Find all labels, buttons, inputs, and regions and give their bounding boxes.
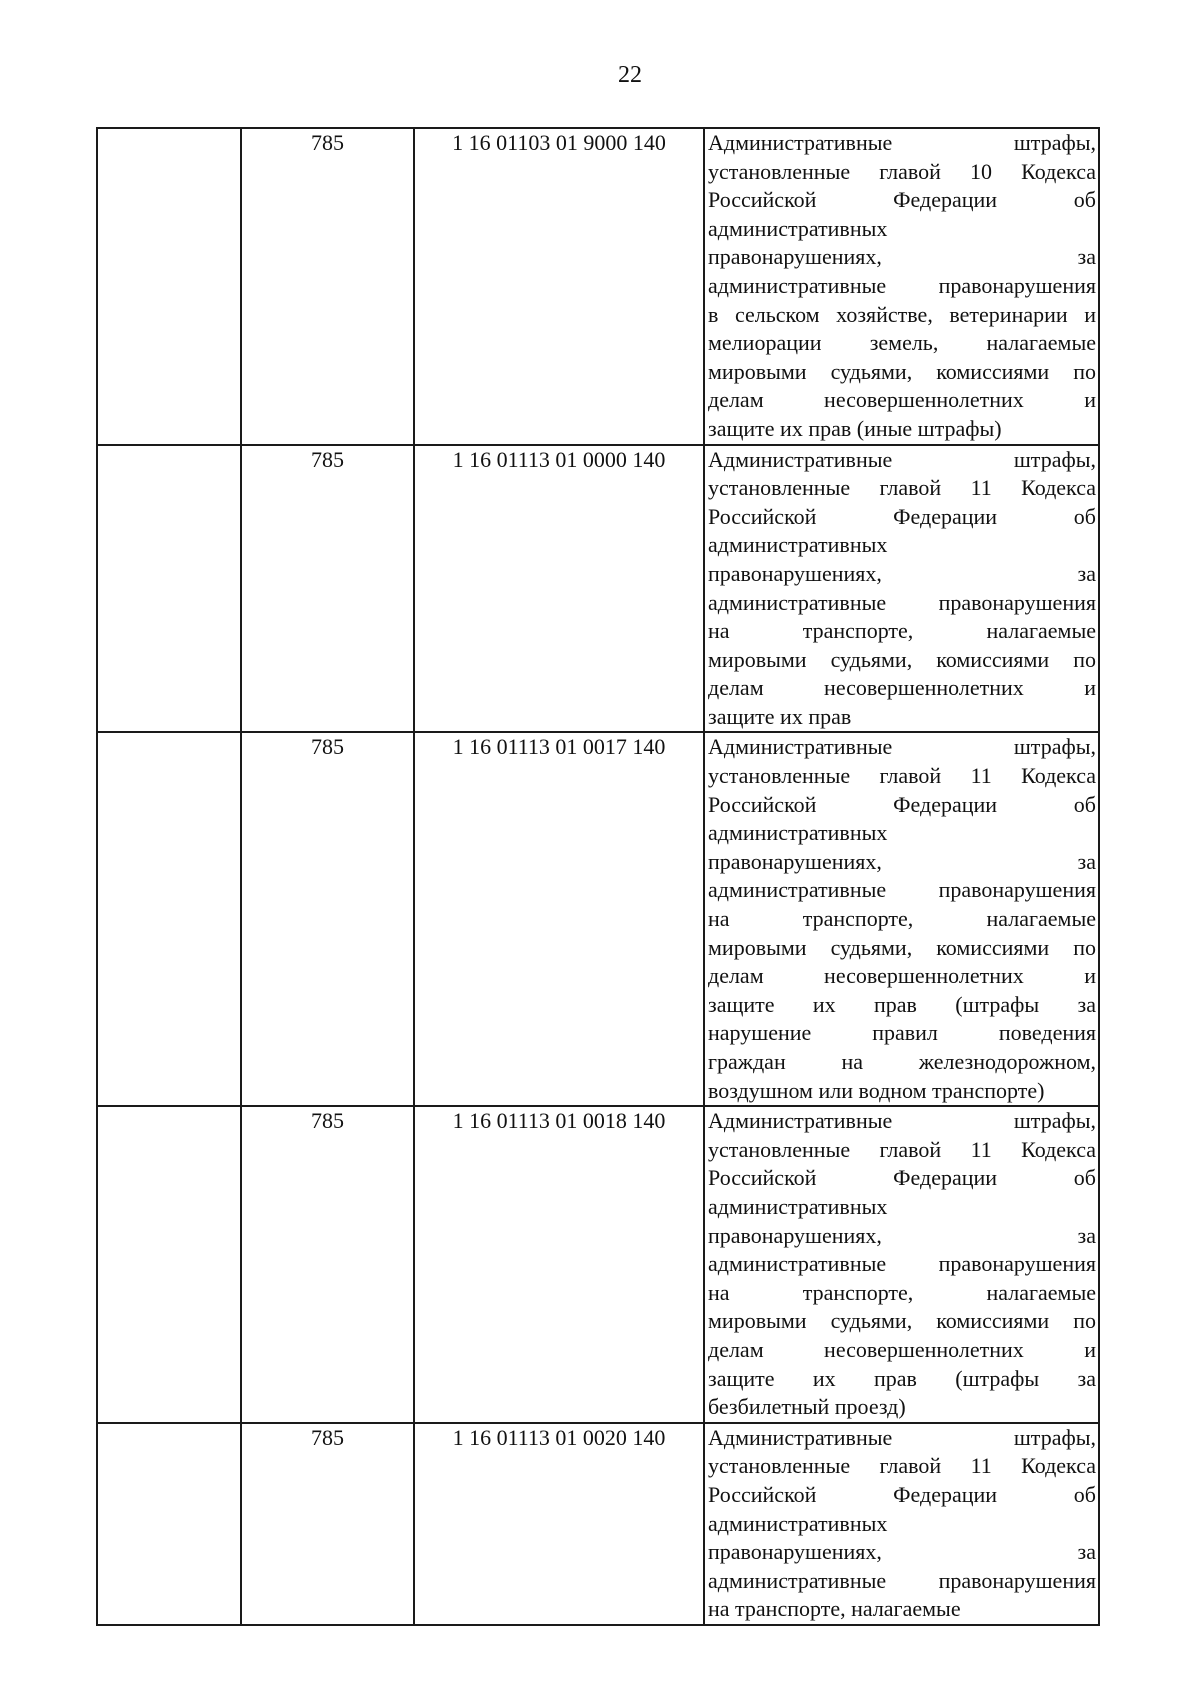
admin-code-cell: 785 <box>241 1106 414 1423</box>
kbk-code-cell: 1 16 01113 01 0018 140 <box>414 1106 704 1423</box>
admin-code-cell: 785 <box>241 445 414 733</box>
description-line: делам несовершеннолетних и <box>708 1336 1096 1362</box>
description-line: Российской Федерации об <box>708 1481 1096 1507</box>
description-line: воздушном или водном транспорте) <box>708 1077 1045 1103</box>
empty-cell <box>97 128 241 445</box>
description-line: защите их прав <box>708 703 852 729</box>
description-line: на транспорте, налагаемые <box>708 1596 961 1622</box>
description-line: безбилетный проезд) <box>708 1394 906 1420</box>
description-line: правонарушениях, за <box>708 848 1096 874</box>
description-line: правонарушениях, за <box>708 560 1096 586</box>
table-row <box>97 1106 1099 1423</box>
kbk-code-cell: 1 16 01103 01 9000 140 <box>414 128 704 445</box>
description-line: мировыми судьями, комиссиями по <box>708 646 1096 672</box>
description-line: Административные штрафы, <box>708 446 1096 472</box>
description-line: на транспорте, налагаемые <box>708 618 1096 644</box>
description-line: делам несовершеннолетних и <box>708 387 1096 413</box>
description-line: мировыми судьями, комиссиями по <box>708 358 1096 384</box>
description-line: правонарушениях, за <box>708 244 1096 270</box>
kbk-code-cell: 1 16 01113 01 0020 140 <box>414 1423 704 1625</box>
description-line: административных <box>708 1193 888 1219</box>
description-cell <box>704 1423 1099 1625</box>
empty-cell <box>97 732 241 1106</box>
kbk-code-cell: 1 16 01113 01 0017 140 <box>414 732 704 1106</box>
description-line: на транспорте, налагаемые <box>708 1279 1096 1305</box>
description-line: административных <box>708 820 888 846</box>
description-line: административных <box>708 215 888 241</box>
description-line: Административные штрафы, <box>708 734 1096 760</box>
description-line: делам несовершеннолетних и <box>708 675 1096 701</box>
description-line: установленные главой 10 Кодекса <box>708 158 1096 184</box>
description-line: Административные штрафы, <box>708 130 1096 155</box>
empty-cell <box>97 445 241 733</box>
description-line: защите их прав (штрафы за <box>708 1365 1096 1391</box>
description-line: установленные главой 11 Кодекса <box>708 1136 1096 1162</box>
admin-code-cell: 785 <box>241 1423 414 1625</box>
description-line: правонарушениях, за <box>708 1539 1096 1565</box>
description-cell <box>704 445 1099 733</box>
description-line: административные правонарушения <box>708 589 1096 615</box>
description-line: защите их прав (иные штрафы) <box>708 415 1002 441</box>
description-line: установленные главой 11 Кодекса <box>708 475 1096 501</box>
table-body <box>97 128 1099 1625</box>
description-line: мелиорации земель, налагаемые <box>708 330 1096 356</box>
admin-code-cell: 785 <box>241 732 414 1106</box>
budget-classification-table <box>96 127 1100 1626</box>
description-line: установленные главой 11 Кодекса <box>708 1453 1096 1479</box>
admin-code-cell: 785 <box>241 128 414 445</box>
description-cell <box>704 732 1099 1106</box>
kbk-code-cell: 1 16 01113 01 0000 140 <box>414 445 704 733</box>
description-line: Российской Федерации об <box>708 1165 1096 1191</box>
table-row <box>97 128 1099 445</box>
description-line: нарушение правил поведения <box>708 1020 1096 1046</box>
description-line: административные правонарушения <box>708 272 1096 298</box>
description-line: правонарушениях, за <box>708 1222 1096 1248</box>
description-line: в сельском хозяйстве, ветеринарии и <box>708 301 1096 327</box>
page-number: 22 <box>618 62 642 88</box>
description-cell <box>704 1106 1099 1423</box>
table-row <box>97 445 1099 733</box>
description-line: административные правонарушения <box>708 877 1096 903</box>
description-line: Российской Федерации об <box>708 187 1096 213</box>
empty-cell <box>97 1106 241 1423</box>
description-cell <box>704 128 1099 445</box>
description-line: административные правонарушения <box>708 1251 1096 1277</box>
description-line: Российской Федерации об <box>708 791 1096 817</box>
description-line: делам несовершеннолетних и <box>708 963 1096 989</box>
description-line: Административные штрафы, <box>708 1424 1096 1450</box>
description-line: мировыми судьями, комиссиями по <box>708 1308 1096 1334</box>
table-row <box>97 732 1099 1106</box>
description-line: мировыми судьями, комиссиями по <box>708 934 1096 960</box>
description-line: Российской Федерации об <box>708 503 1096 529</box>
description-line: административных <box>708 1510 888 1536</box>
description-line: граждан на железнодорожном, <box>708 1049 1096 1074</box>
table-row <box>97 1423 1099 1625</box>
description-line: Административные штрафы, <box>708 1108 1096 1134</box>
description-line: административные правонарушения <box>708 1567 1096 1593</box>
description-line: защите их прав (штрафы за <box>708 991 1096 1017</box>
description-line: административных <box>708 532 888 558</box>
description-line: установленные главой 11 Кодекса <box>708 763 1096 789</box>
description-line: на транспорте, налагаемые <box>708 906 1096 932</box>
empty-cell <box>97 1423 241 1625</box>
